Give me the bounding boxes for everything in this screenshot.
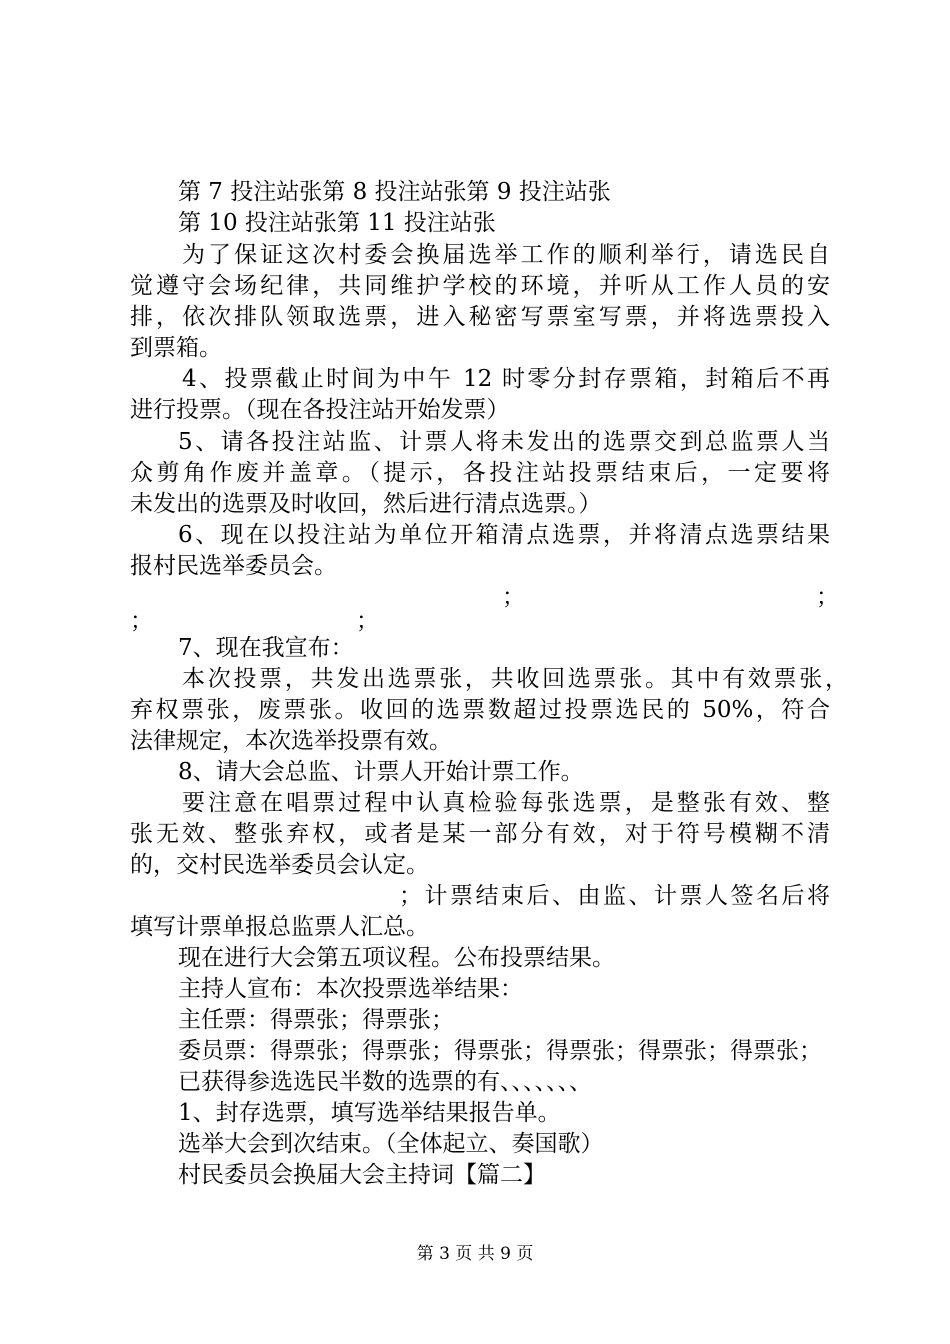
text-line: 6、现在以投注站为单位开箱清点选票，并将清点选票结果 bbox=[178, 522, 830, 548]
text-line: 未发出的选票及时收回，然后进行清点选票。） bbox=[130, 491, 602, 517]
text-line: 5、请各投注站监、计票人将未发出的选票交到总监票人当 bbox=[178, 429, 830, 455]
semicolon-mark: ； bbox=[356, 608, 379, 634]
text-line: 进行投票。（现在各投注站开始发票） bbox=[130, 397, 510, 423]
semicolon-mark: ； bbox=[502, 584, 525, 610]
text-line: 7、现在我宣布： bbox=[178, 635, 354, 661]
page-footer: 第 3 页 共 9 页 bbox=[416, 1244, 534, 1264]
text-line: 报村民选举委员会。 bbox=[130, 553, 337, 579]
text-line: ；计票结束后、由监、计票人签名后将 bbox=[399, 883, 830, 909]
text-line: 本次投票，共发出选票张，共收回选票张。其中有效票张， bbox=[182, 666, 848, 692]
text-line: 主持人宣布：本次投票选举结果： bbox=[178, 976, 523, 1002]
text-line: 排，依次排队领取选票，进入秘密写票室写票，并将选票投入 bbox=[130, 304, 830, 330]
text-line: 法律规定，本次选举投票有效。 bbox=[130, 728, 452, 754]
text-line: 弃权票张，废票张。收回的选票数超过投票选民的 50%，符合 bbox=[130, 697, 830, 723]
text-line: 现在进行大会第五项议程。公布投票结果。 bbox=[178, 945, 615, 971]
text-line: 4、投票截止时间为中午 12 时零分封存票箱，封箱后不再 bbox=[182, 366, 830, 392]
semicolon-mark: ； bbox=[130, 608, 153, 634]
text-line: 要注意在唱票过程中认真检验每张选票，是整张有效、整 bbox=[182, 790, 830, 816]
text-line: 1、封存选票，填写选举结果报告单。 bbox=[178, 1100, 561, 1126]
text-line: 村民委员会换届大会主持词【篇二】 bbox=[178, 1162, 546, 1188]
text-line: 填写计票单报总监票人汇总。 bbox=[130, 914, 429, 940]
text-line: 众剪角作废并盖章。（提示，各投注站投票结束后，一定要将 bbox=[130, 460, 830, 486]
text-line: 选举大会到次结束。（全体起立、奏国歌） bbox=[178, 1131, 604, 1157]
text-line: 8、请大会总监、计票人开始计票工作。 bbox=[178, 759, 584, 785]
text-line: 委员票：得票张；得票张；得票张；得票张；得票张；得票张； bbox=[178, 1038, 822, 1064]
text-line: 第 7 投注站张第 8 投注站张第 9 投注站张 bbox=[178, 179, 611, 205]
text-line: 的，交村民选举委员会认定。 bbox=[130, 852, 429, 878]
text-line: 张无效、整张弃权，或者是某一部分有效，对于符号模糊不清 bbox=[130, 821, 830, 847]
text-line: 觉遵守会场纪律，共同维护学校的环境，并听从工作人员的安 bbox=[130, 273, 830, 299]
semicolon-mark: ； bbox=[816, 584, 839, 610]
text-line: 到票箱。 bbox=[130, 335, 222, 361]
text-line: 主任票：得票张；得票张； bbox=[178, 1007, 454, 1033]
text-line: 第 10 投注站张第 11 投注站张 bbox=[178, 210, 496, 236]
text-line: 已获得参选选民半数的选票的有、、、、、、、 bbox=[178, 1069, 592, 1095]
text-line: 为了保证这次村委会换届选举工作的顺利举行，请选民自 bbox=[182, 242, 830, 268]
